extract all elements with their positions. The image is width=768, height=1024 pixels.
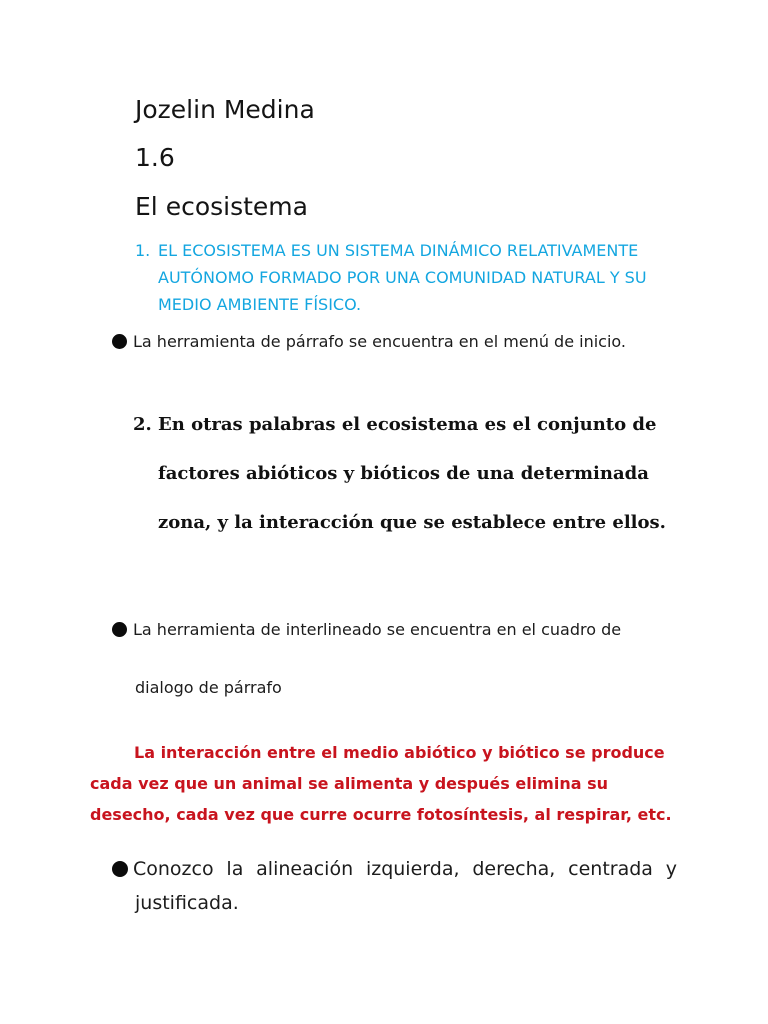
item-number: 1.: [135, 241, 151, 260]
bullet-text: La herramienta de párrafo se encuentra en el menú de inicio.: [133, 332, 626, 351]
document-title: El ecosistema: [135, 192, 308, 221]
item-text: En otras palabras el ecosistema es el conjunto de factores abióticos y bióticos de una determinada zona, y la interacción que se establece entre ellos.: [158, 414, 666, 533]
numbered-item-2: [133, 400, 693, 547]
author-name: Jozelin Medina: [135, 95, 315, 124]
bullet-icon: [112, 861, 128, 877]
numbered-item-1: [135, 237, 695, 318]
bullet-item-2: [112, 619, 621, 641]
bullet-item-3: [112, 850, 679, 888]
bullet-item-3-continued: justificada.: [135, 892, 239, 914]
item-text: EL ECOSISTEMA ES UN SISTEMA DINÁMICO RELATIVAMENTE AUTÓNOMO FORMADO POR UNA COMUNIDAD NATURAL Y SU MEDIO AMBIENTE FÍSICO.: [158, 241, 647, 314]
bullet-text: La herramienta de interlineado se encuentra en el cuadro de: [133, 620, 622, 639]
bullet-icon: [112, 334, 127, 349]
bullet-icon: [112, 622, 127, 637]
paragraph-text: La interacción entre el medio abiótico y biótico se produce cada vez que un animal se alimenta y después elimina su desecho, cada vez que curre ocurre fotosíntesis, al respirar, etc.: [90, 743, 672, 824]
bullet-text: Conozco la alineación izquierda, derecha, centrada y: [133, 858, 677, 880]
item-number: 2.: [133, 414, 152, 435]
bullet-item-1: [112, 331, 626, 353]
highlighted-paragraph: [90, 737, 690, 830]
bullet-item-2-continued: dialogo de párrafo: [135, 678, 282, 697]
section-number: 1.6: [135, 143, 175, 172]
